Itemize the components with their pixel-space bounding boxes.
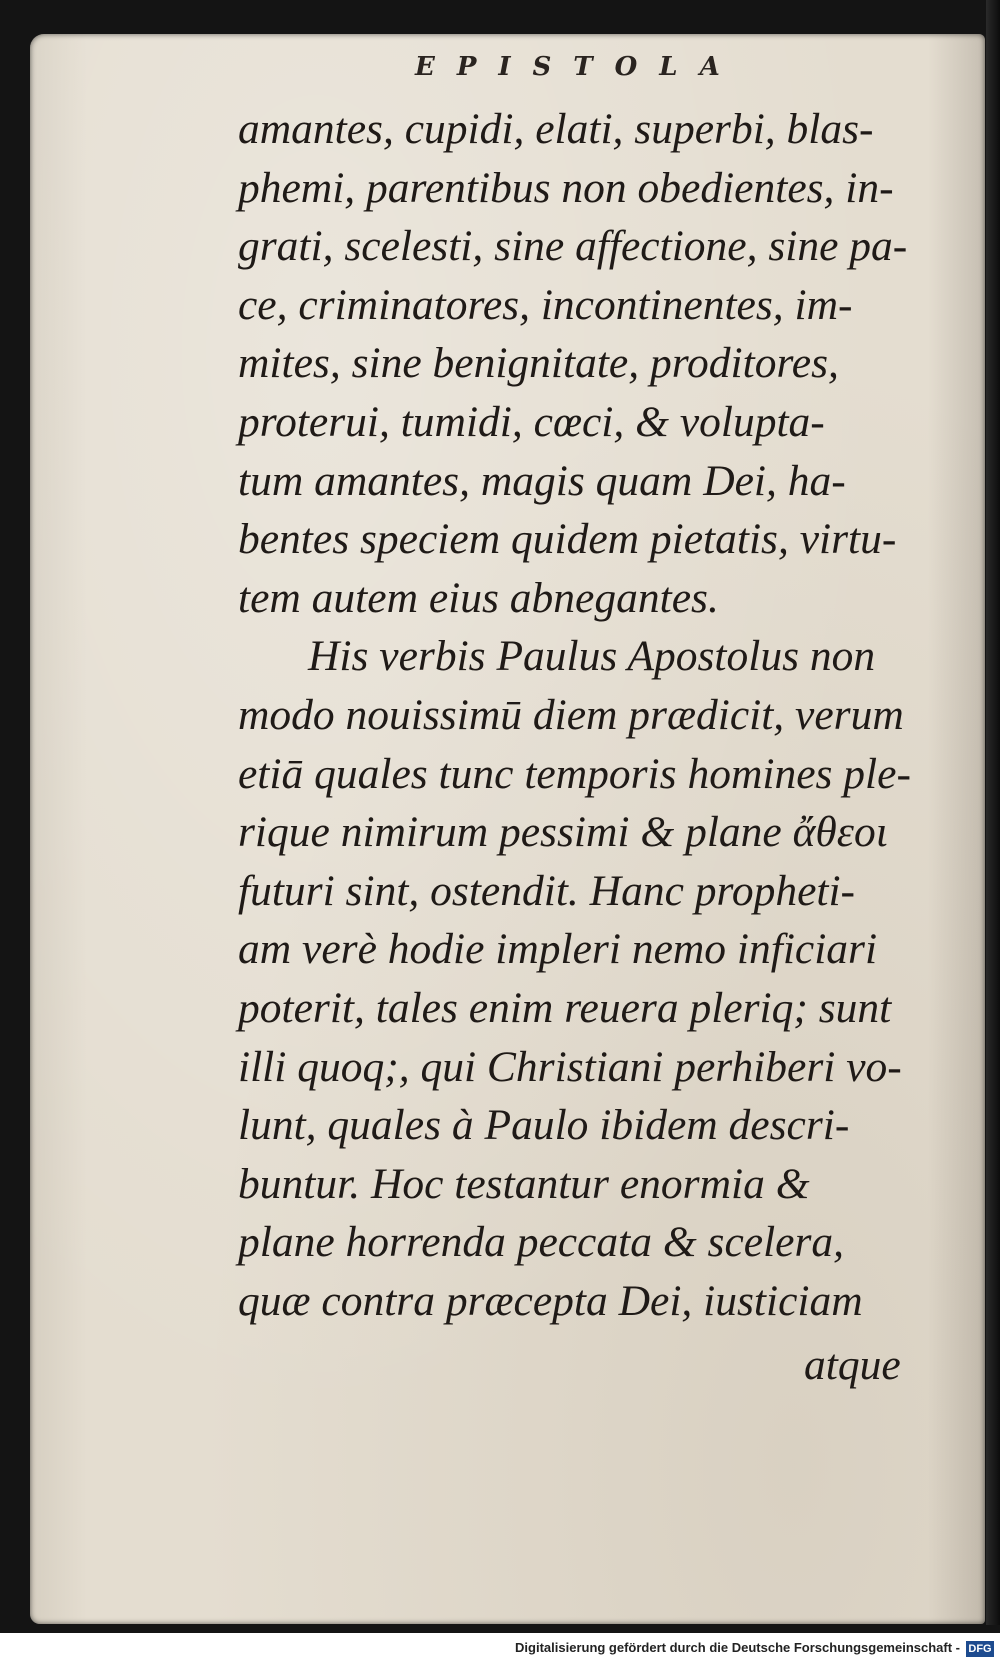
text-line: buntur. Hoc testantur enormia & (238, 1159, 810, 1208)
text-line: modo nouissimū diem prædicit, verum (238, 690, 904, 739)
book-spine (986, 0, 1000, 1625)
running-head: EPISTOLA (415, 52, 742, 82)
catchword: atque (804, 1341, 901, 1389)
text-line: quæ contra præcepta Dei, iusticiam (238, 1276, 863, 1325)
text-line: poterit, tales enim reuera pleriq; sunt (238, 983, 892, 1032)
text-line: tum amantes, magis quam Dei, ha- (238, 456, 846, 505)
funding-credit: Digitalisierung gefördert durch die Deutsche Forschungsgemeinschaft - (515, 1640, 960, 1655)
text-line: proterui, tumidi, cœci, & volupta- (238, 397, 825, 446)
text-line: ce, criminatores, incontinentes, im- (238, 280, 853, 329)
text-line: lunt, quales à Paulo ibidem descri- (238, 1101, 850, 1150)
footer-bar (0, 1633, 1000, 1665)
text-line: phemi, parentibus non obedientes, in- (238, 163, 894, 212)
text-line: futuri sint, ostendit. Hanc propheti- (238, 866, 856, 915)
text-line: am verè hodie impleri nemo inficiari (238, 925, 878, 974)
text-line: tem autem eius abnegantes. (238, 573, 719, 622)
text-line: illi quoq;, qui Christiani perhiberi vo- (238, 1042, 902, 1091)
text-line: plane horrenda peccata & scelera, (238, 1218, 845, 1267)
text-line: mites, sine benignitate, proditores, (238, 339, 839, 388)
text-line: bentes speciem quidem pietatis, virtu- (238, 515, 897, 564)
text-line: rique nimirum pessimi & plane ἄθεοι (238, 808, 888, 857)
text-line: grati, scelesti, sine affectione, sine pa- (238, 222, 908, 271)
dfg-logo: DFG (966, 1641, 994, 1657)
paragraph-start-line: His verbis Paulus Apostolus non (308, 632, 876, 681)
text-line: etiā quales tunc temporis homines ple- (238, 749, 911, 798)
text-line: amantes, cupidi, elati, superbi, blas- (238, 105, 874, 153)
body-text (238, 100, 938, 1330)
